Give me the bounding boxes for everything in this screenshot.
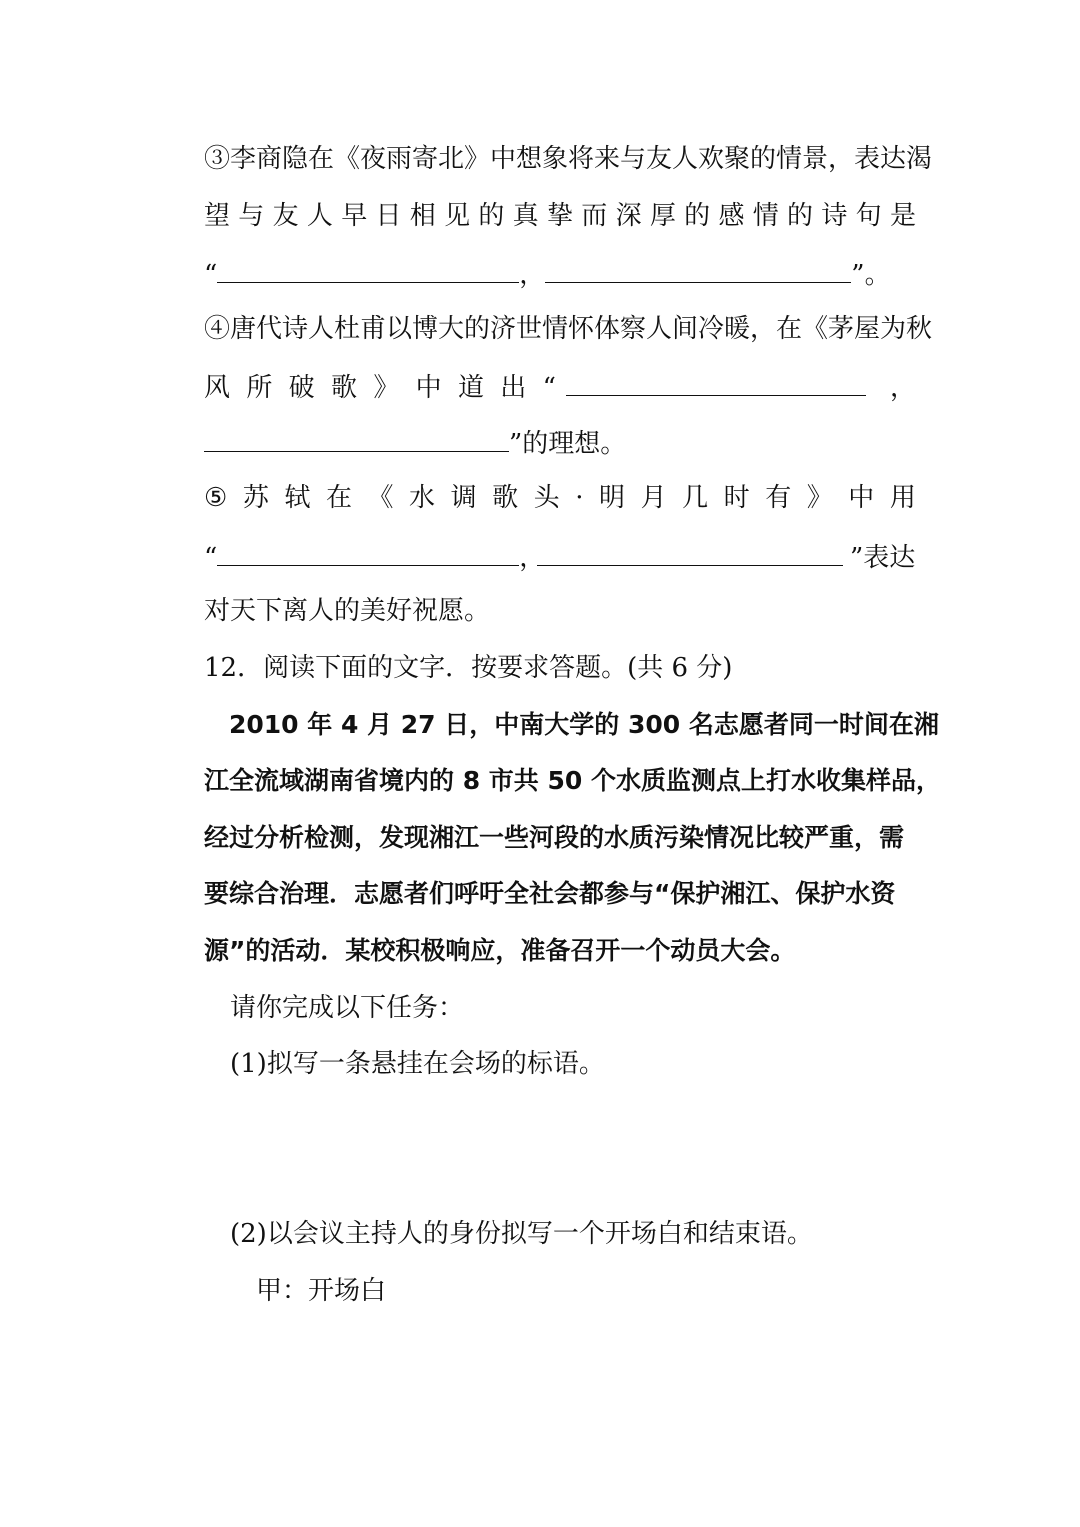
q4-line3 <box>204 421 916 464</box>
q5-line3: 对天下离人的美好祝愿。 <box>204 596 491 626</box>
q12-heading: 12．阅读下面的文字．按要求答题。(共 6 分) <box>204 653 733 683</box>
q5-close: ”表达 <box>850 543 916 573</box>
q3-line2-char: 人 <box>306 201 333 231</box>
q5-line1-char: 苏 <box>242 483 269 513</box>
q5-comma: ， <box>519 543 546 573</box>
q3-blank-1[interactable] <box>217 252 519 283</box>
q4-line2-char: 所 <box>246 373 273 403</box>
q3-line2-char: 与 <box>238 201 265 231</box>
q5-line2 <box>204 535 916 578</box>
q3-line2-char: 真 <box>512 201 539 231</box>
q3-line2-char: 早 <box>341 201 368 231</box>
q12-task2: (2)以会议主持人的身份拟写一个开场白和结束语。 <box>230 1219 813 1249</box>
q3-line2-char: 诗 <box>821 201 848 231</box>
q3-line2-char: 友 <box>272 201 299 231</box>
q4-line1: ④唐代诗人杜甫以博大的济世情怀体察人间冷暖，在《茅屋为秋 <box>204 314 933 344</box>
q3-line2-char: 挚 <box>546 201 573 231</box>
q4-line2-char: 出 <box>500 373 527 403</box>
q12-task-intro: 请你完成以下任务： <box>230 993 465 1023</box>
q5-line1-char: 用 <box>889 483 916 513</box>
q4-comma: ， <box>889 373 916 403</box>
q5-line1-char: 》 <box>806 483 833 513</box>
q3-line2-char: 感 <box>718 201 745 231</box>
q12-task1: (1)拟写一条悬挂在会场的标语。 <box>230 1049 605 1079</box>
q3-line2-char: 的 <box>787 201 814 231</box>
q3-line3 <box>204 252 916 295</box>
q5-line1-char: 月 <box>640 483 667 513</box>
q5-line1-char: 时 <box>723 483 750 513</box>
q12-passage-line3: 经过分析检测，发现湘江一些河段的水质污染情况比较严重，需 <box>204 823 905 852</box>
q3-line2-char: 的 <box>684 201 711 231</box>
q3-line2-char: 相 <box>409 201 436 231</box>
q3-line2-char: 而 <box>581 201 608 231</box>
q3-line2-char: 深 <box>615 201 642 231</box>
q12-passage-line2: 江全流域湖南省境内的 8 市共 50 个水质监测点上打水收集样品， <box>204 766 942 795</box>
q5-line1-char: 调 <box>450 483 477 513</box>
q3-line2-char: 是 <box>889 201 916 231</box>
q5-blank-2[interactable] <box>537 535 843 566</box>
q5-blank-1[interactable] <box>217 535 519 566</box>
q3-line2-char: 情 <box>752 201 779 231</box>
q5-line1-char: 歌 <box>492 483 519 513</box>
q5-line1-char: 明 <box>599 483 626 513</box>
q3-line1: ③李商隐在《夜雨寄北》中想象将来与友人欢聚的情景，表达渴 <box>204 144 933 174</box>
q5-line1-char: · <box>575 483 584 513</box>
q5-line1 <box>204 478 916 518</box>
q3-line2-char: 厚 <box>649 201 676 231</box>
q5-line1-char: 轼 <box>284 483 311 513</box>
q4-line2-char: 风 <box>204 373 231 403</box>
q4-line2-char: 道 <box>457 373 484 403</box>
q3-line2-char: 见 <box>444 201 471 231</box>
q5-line1-char: 有 <box>765 483 792 513</box>
q3-blank-2[interactable] <box>545 252 851 283</box>
q4-blank-1[interactable] <box>566 365 866 396</box>
q3-line2-char: 的 <box>478 201 505 231</box>
q4-close: ”的理想。 <box>509 429 627 459</box>
q12-passage-line5: 源”的活动．某校积极响应，准备召开一个动员大会。 <box>204 936 796 965</box>
q5-line1-char: 在 <box>325 483 352 513</box>
q4-line2-char: 歌 <box>330 373 357 403</box>
q5-open-quote: “ <box>204 543 218 573</box>
q3-open-quote: “ <box>204 260 218 290</box>
q4-line2-char: 中 <box>415 373 442 403</box>
q4-line2-char: “ <box>542 373 556 403</box>
q5-line1-char: 头 <box>533 483 560 513</box>
q5-line1-char: 《 <box>367 483 394 513</box>
q3-comma: ， <box>519 260 546 290</box>
q5-line1-char: ⑤ <box>204 483 228 513</box>
q5-line1-char: 中 <box>848 483 875 513</box>
q4-line2-text <box>204 368 556 408</box>
q4-line2-char: 破 <box>288 373 315 403</box>
q5-line1-char: 水 <box>409 483 436 513</box>
q3-line2-char: 句 <box>855 201 882 231</box>
q4-blank-2[interactable] <box>204 421 509 452</box>
q4-line2-char: 》 <box>373 373 400 403</box>
q5-line1-char: 几 <box>682 483 709 513</box>
q12-task2-opening: 甲：开场白 <box>256 1276 387 1306</box>
q3-close: ”。 <box>851 260 891 290</box>
q12-passage-line4: 要综合治理．志愿者们呼吁全社会都参与“保护湘江、保护水资 <box>204 879 896 908</box>
q4-line2 <box>204 365 916 408</box>
q3-line2 <box>204 196 916 236</box>
q12-passage-line1: 2010 年 4 月 27 日，中南大学的 300 名志愿者同一时间在湘 <box>204 710 939 739</box>
q3-line2-char: 望 <box>204 201 231 231</box>
q3-line2-char: 日 <box>375 201 402 231</box>
